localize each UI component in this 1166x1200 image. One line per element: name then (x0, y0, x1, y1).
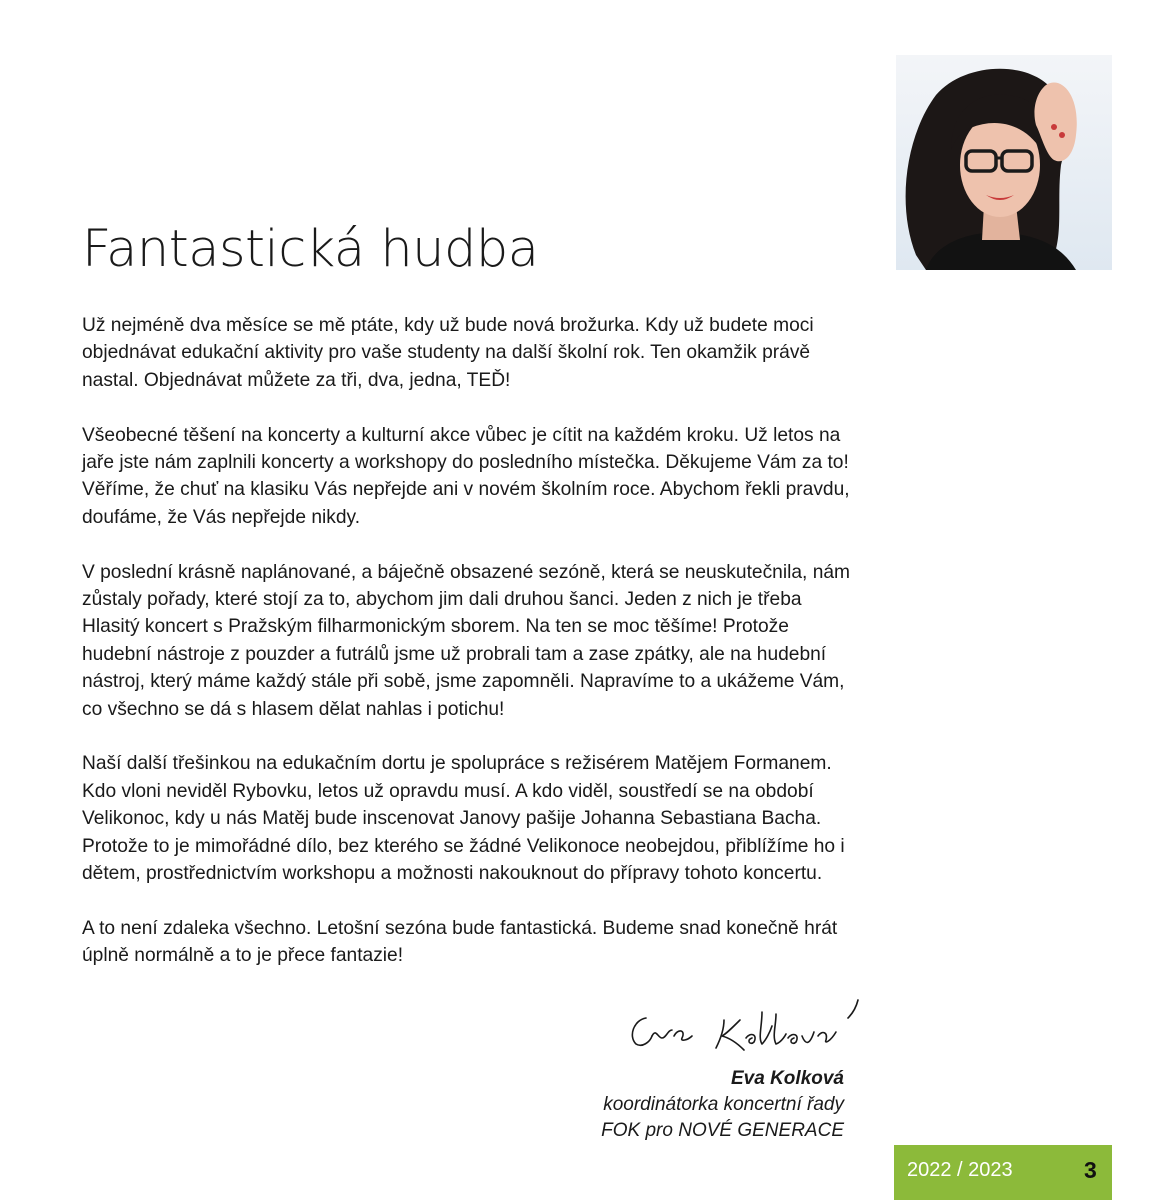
footer-bar (894, 1145, 1112, 1200)
paragraph: A to není zdaleka všechno. Letošní sezóna bude fantastická. Budeme snad konečně hrát úplně normálně a to je přece fantazie! (82, 917, 838, 967)
paragraph: V poslední krásně naplánované, a báječně obsazené sezóně, která se neuskutečnila, nám zůstaly pořady, které stojí za to, abychom jim dali druhou šanci. Jeden z nich je třeba Hlasitý koncert s Pražským filharmonickým sborem. Na ten se moc těšíme! Protože hudební nástroje z pouzder a futrálů jsme už probrali tam a zase zpátky, ale na hudební nástroj, který máme každý stále při sobě, jsme zapomněli. Napravíme to a ukážeme Vám, co všechno se dá s hlasem dělat nahlas i potichu! (82, 561, 851, 720)
season-label: 2022 / 2023 (907, 1159, 1013, 1181)
paragraph: Už nejméně dva měsíce se mě ptáte, kdy už bude nová brožurka. Kdy už budete moci objednávat edukační aktivity pro vaše studenty na další školní rok. Ten okamžik právě nastal. Objednávat můžete za tři, dva, jedna, TEĎ! (82, 315, 814, 391)
signer-role: koordinátorka koncertní řady (603, 1094, 844, 1115)
article-body (82, 312, 852, 997)
signer-block (601, 1066, 844, 1144)
paragraph: Všeobecné těšení na koncerty a kulturní akce vůbec je cítit na každém kroku. Už letos na jaře jste nám zaplnili koncerty a workshopy do posledního místečka. Děkujeme Vám za to! Věříme, že chuť na klasiku Vás nepřejde ani v novém školním roce. Abychom řekli pravdu, doufáme, že Vás nepřejde nikdy. (82, 424, 850, 528)
signer-series: FOK pro NOVÉ GENERACE (601, 1120, 844, 1141)
paragraph: Naší další třešinkou na edukačním dortu je spolupráce s režisérem Matějem Formanem. Kdo vloni neviděl Rybovku, letos už opravdu musí. A kdo viděl, soustředí se na období Velikonoc, kdy u nás Matěj bude inscenovat Janovy pašije Johanna Sebastiana Bacha. Protože to je mimořádné dílo, bez kterého se žádné Velikonoce neobejdou, přiblížíme ho i dětem, prostřednictvím workshopu a možnosti nakouknout do přípravy tohoto koncertu. (82, 753, 845, 885)
portrait-photo (896, 55, 1112, 270)
signer-name: Eva Kolková (731, 1068, 844, 1089)
handwritten-signature (612, 992, 872, 1064)
page-title: Fantastická hudba (82, 220, 539, 279)
page-number: 3 (1084, 1157, 1097, 1183)
